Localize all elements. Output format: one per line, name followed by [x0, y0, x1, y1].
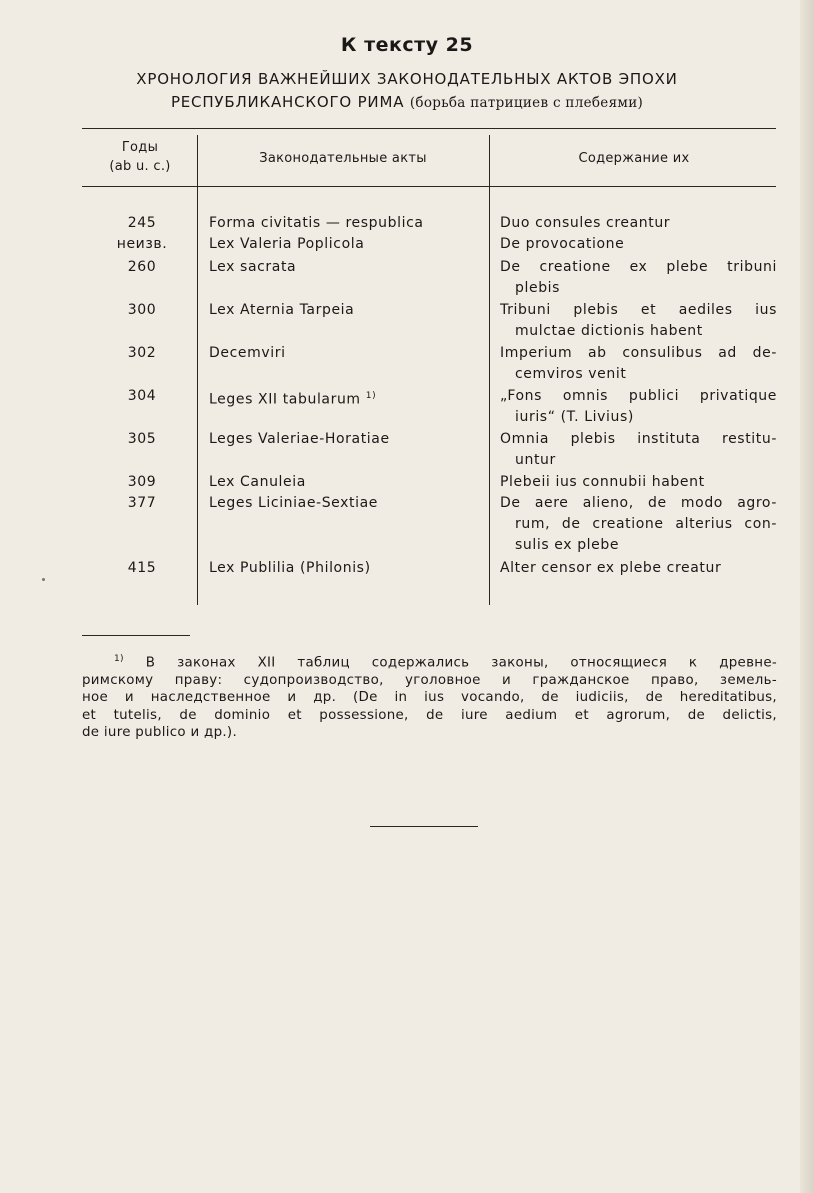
print-speck [42, 578, 45, 581]
footnote-line-3: ное и наследственное и др. (De in ius vocando, de iudiciis, de hereditatibus, [82, 690, 777, 706]
row-8-content-line-1: Plebeii ius connubii habent [500, 474, 705, 490]
row-1-content [500, 213, 777, 234]
title-line-1: ХРОНОЛОГИЯ ВАЖНЕЙШИХ ЗАКОНОДАТЕЛЬНЫХ АКТОВ ЭПОХИ [136, 70, 678, 88]
row-2-content-line-1: De provocatione [500, 236, 625, 252]
row-4-year: 300 [127, 302, 157, 318]
row-6-content [500, 386, 777, 428]
row-7-content [500, 429, 777, 471]
row-2-act: Lex Valeria Poplicola [209, 236, 365, 252]
row-6-content-line-1: „Fons omnis publici privatique [500, 388, 777, 404]
row-10-year: 415 [127, 560, 157, 576]
header-years [84, 138, 196, 176]
row-4-content-line-2: mulctae dictionis habent [515, 323, 703, 339]
header-acts: Законодательные акты [259, 151, 427, 166]
footnote-line-1 [82, 651, 777, 672]
column-divider-2 [489, 135, 490, 605]
row-5-content-line-2: cemviros venit [515, 366, 627, 382]
row-3-content [500, 257, 777, 299]
table-top-rule [82, 128, 776, 129]
row-5-act: Decemviri [209, 345, 286, 361]
row-9-act: Leges Liciniae-Sextiae [209, 495, 379, 511]
row-5-year: 302 [127, 345, 157, 361]
table-header-rule [82, 186, 776, 187]
row-6-content-line-2: iuris“ (T. Livius) [515, 409, 634, 425]
header-years-line2: (ab u. c.) [109, 159, 171, 174]
row-3-year: 260 [127, 259, 157, 275]
footnote-line-2: римскому праву: судопроизводство, уголовное и гражданское право, земель- [82, 672, 777, 688]
row-6-act [209, 386, 376, 411]
row-1-act: Forma civitatis — respublica [209, 215, 424, 231]
row-4-content [500, 300, 777, 342]
title-line-2 [0, 93, 814, 111]
row-1-year: 245 [127, 215, 157, 231]
row-7-year: 305 [127, 431, 157, 447]
row-4-content-line-1: Tribuni plebis et aediles ius [500, 302, 777, 318]
header-content: Содержание их [578, 151, 690, 166]
end-rule [370, 826, 478, 827]
row-6-year: 304 [127, 388, 157, 404]
row-9-content-line-3: sulis ex plebe [515, 537, 620, 553]
row-5-content [500, 343, 777, 385]
row-9-content-line-1: De aere alieno, de modo agro- [500, 495, 777, 511]
footnote-rule [82, 635, 190, 636]
row-10-content-line-1: Alter censor ex plebe creatur [500, 560, 722, 576]
row-8-content [500, 472, 777, 493]
title-subtitle: (борьба патрициев с плебеями) [409, 95, 644, 111]
row-6-act-footnote-ref: 1) [365, 391, 377, 401]
row-10-act: Lex Publilia (Philonis) [209, 560, 371, 576]
page-heading: К тексту 25 [340, 34, 474, 56]
row-2-content [500, 234, 777, 255]
header-years-line1: Годы [121, 140, 159, 155]
footnote-line-4: et tutelis, de dominio et possessione, de iure aedium et agrorum, de delictis, [82, 707, 777, 723]
row-2-year: неизв. [116, 236, 168, 252]
row-10-content [500, 558, 777, 579]
row-3-act: Lex sacrata [209, 259, 297, 275]
row-3-content-line-2: plebis [515, 280, 561, 296]
row-9-year: 377 [127, 495, 157, 511]
footnote-line-5: de iure publico и др.). [82, 725, 238, 741]
footnote [82, 651, 777, 742]
row-3-content-line-1: De creatione ex plebe tribuni [500, 259, 777, 275]
row-9-content [500, 493, 777, 556]
footnote-marker: 1) [114, 654, 124, 664]
column-divider-1 [197, 135, 198, 605]
footnote-line-1-text: В законах XII таблиц содержались законы, относящиеся к древне- [145, 655, 778, 671]
row-7-content-line-1: Omnia plebis instituta restitu- [500, 431, 777, 447]
row-4-act: Lex Aternia Tarpeia [209, 302, 355, 318]
row-8-act: Lex Canuleia [209, 474, 306, 490]
row-8-year: 309 [127, 474, 157, 490]
row-5-content-line-1: Imperium ab consulibus ad de- [500, 345, 777, 361]
title-main: РЕСПУБЛИКАНСКОГО РИМА [170, 93, 405, 111]
page-edge-shadow [800, 0, 814, 1193]
row-1-content-line-1: Duo consules creantur [500, 215, 671, 231]
row-9-content-line-2: rum, de creatione alterius con- [515, 516, 777, 532]
row-6-act-text: Leges XII tabularum [209, 391, 361, 408]
row-7-content-line-2: untur [515, 452, 556, 468]
row-7-act: Leges Valeriae-Horatiae [209, 431, 390, 447]
